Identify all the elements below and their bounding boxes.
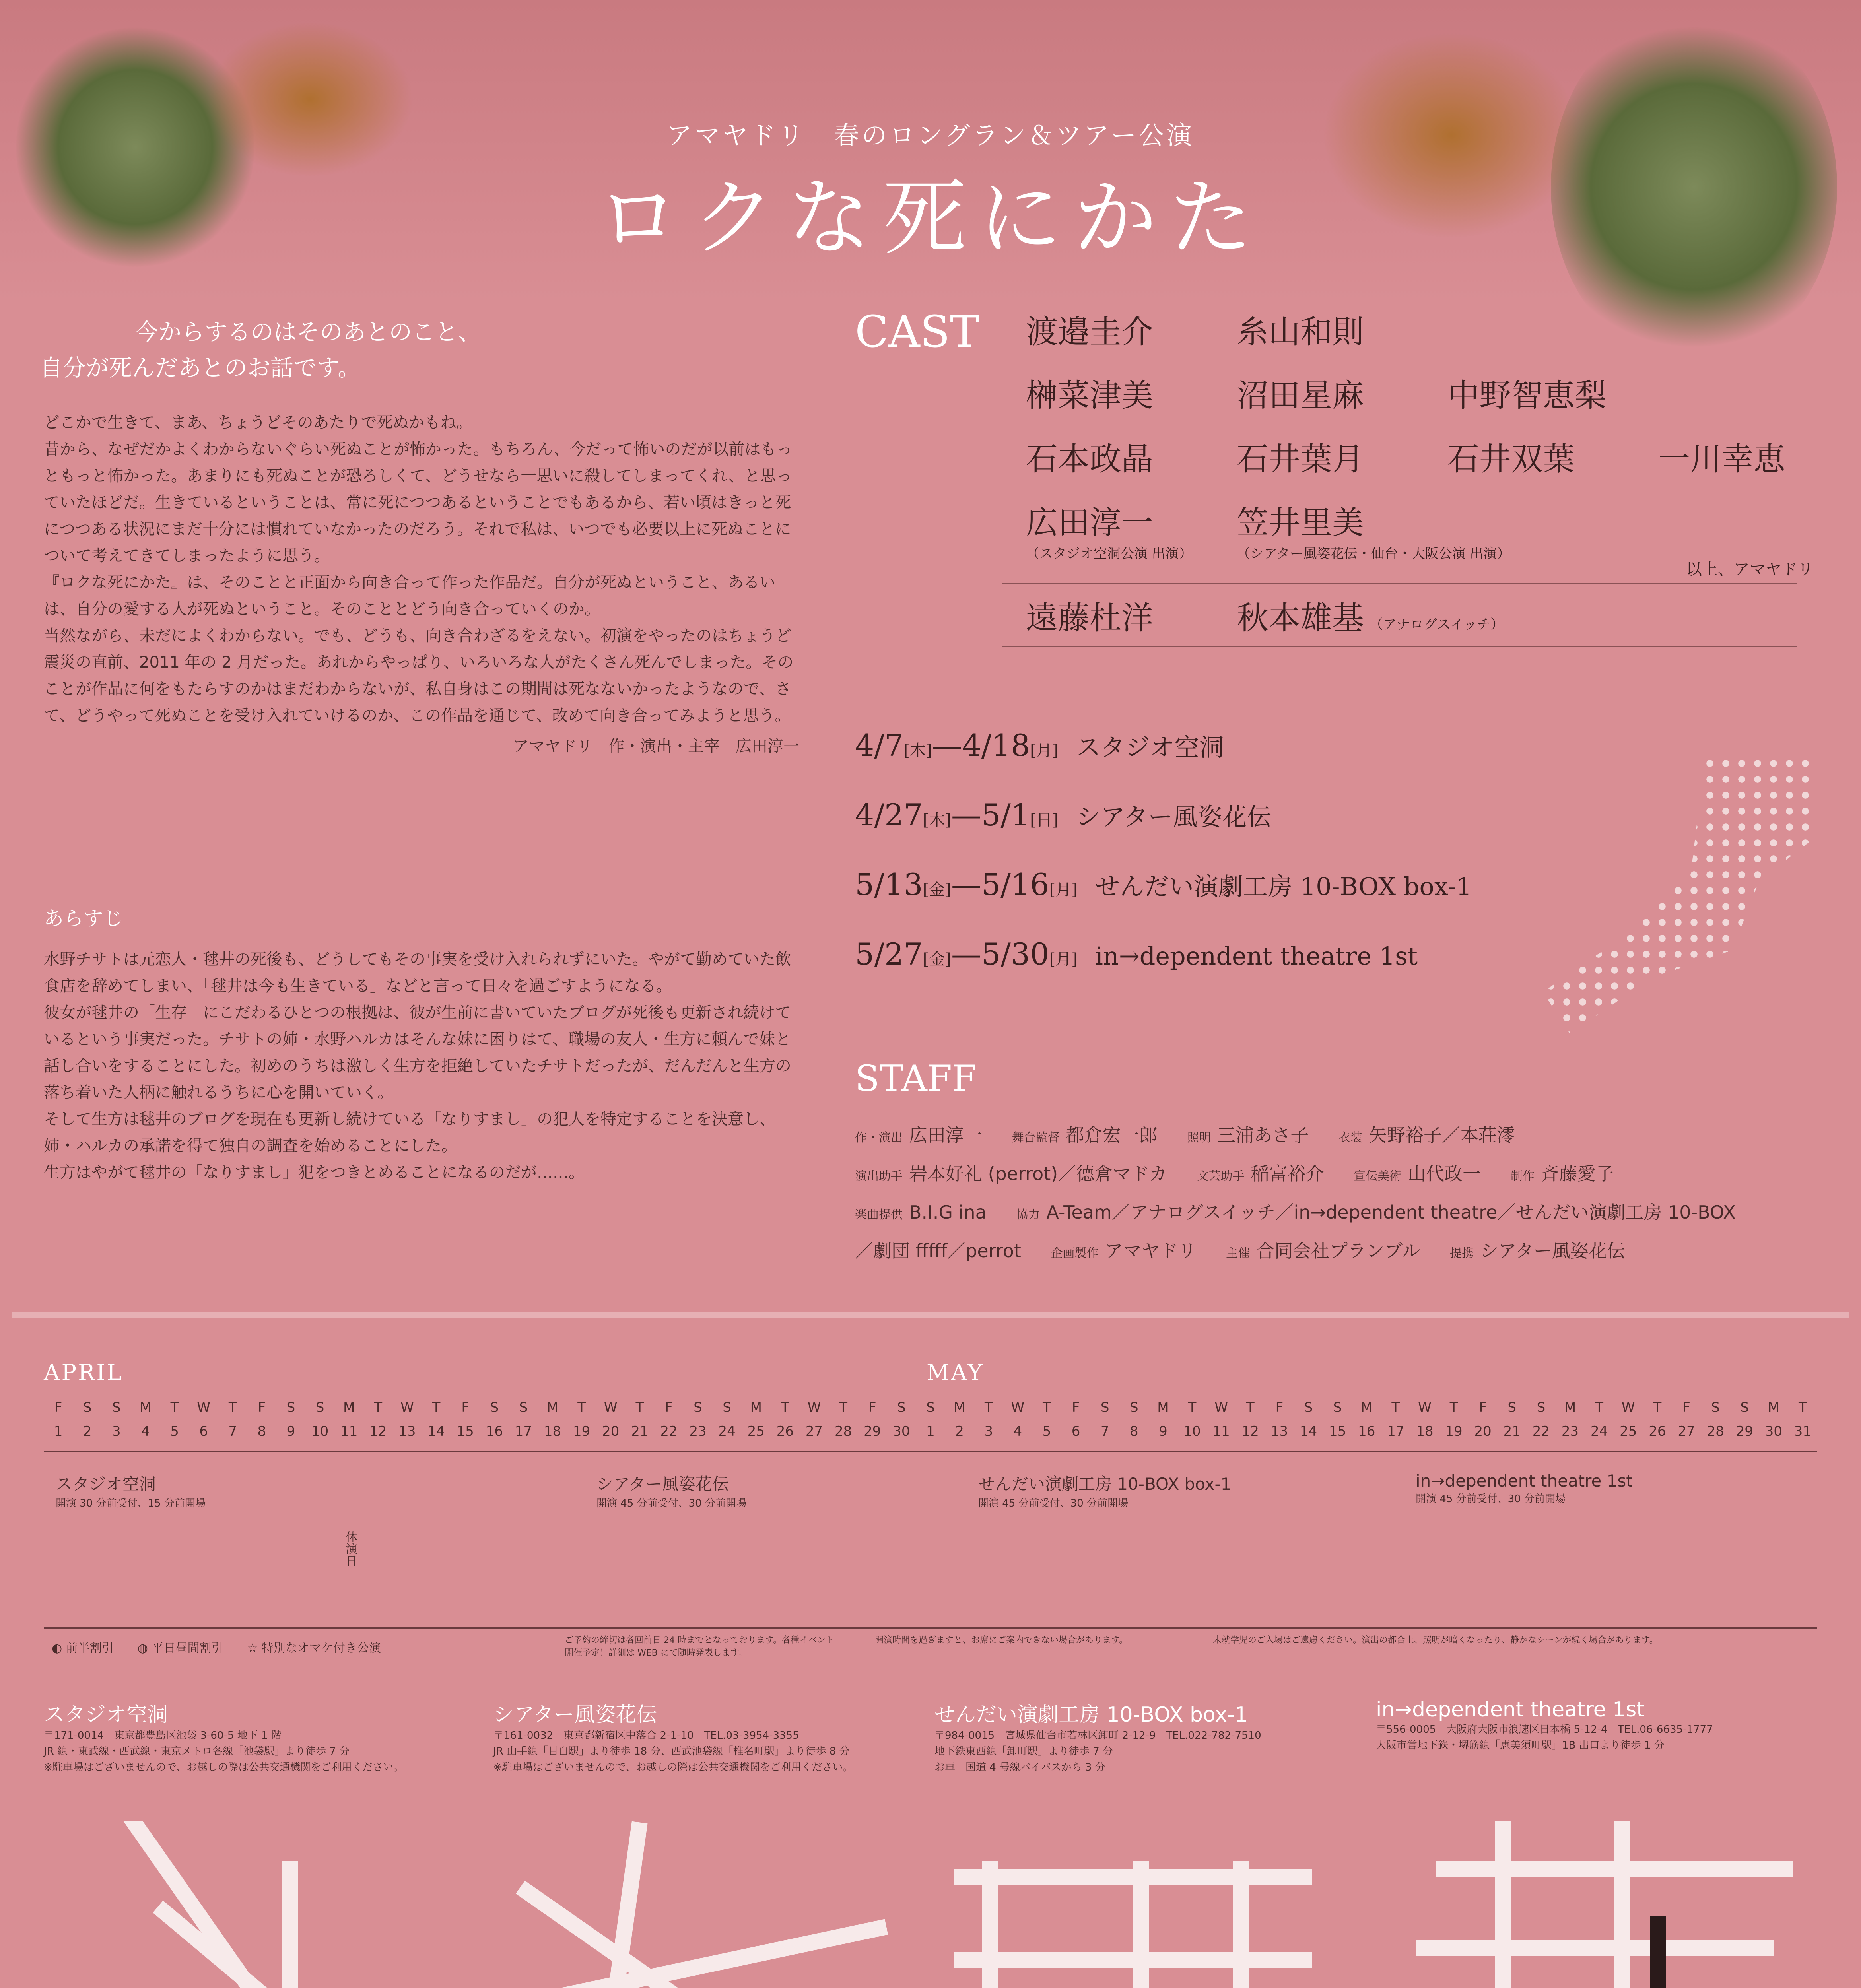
calendar-weekday: F xyxy=(1682,1400,1690,1415)
calendar-date: 10 xyxy=(1183,1423,1201,1439)
calendar-date: 10 xyxy=(311,1423,329,1439)
calendar-date: 3 xyxy=(112,1423,121,1439)
schedule-list xyxy=(855,728,1650,1006)
lead-line-1: 今からするのはそのあとのこと、 xyxy=(135,318,482,346)
calendar-weekday: S xyxy=(519,1400,528,1415)
intro-paragraph: 『ロクな死にかた』は、そのことと正面から向き合って作った作品だ。自分が死ぬということ、あるいは、自分の愛する人が死ぬということ。そのこととどう向き合っていくのか。 xyxy=(44,573,775,618)
schedule-row: 4/27[木]—5/1[日] シアター風姿花伝 xyxy=(855,797,1272,833)
calendar-date: 17 xyxy=(1387,1423,1404,1439)
calendar-date: 21 xyxy=(631,1423,649,1439)
schedule-end-day: 月 xyxy=(1055,881,1072,899)
intro-paragraph: 当然ながら、未だによくわからない。でも、どうも、向き合わざるをえない。初演をやったのはちょうど震災の直前、2011 年の 2 月だった。あれからやっぱり、いろいろな人がたくさん死んでしまった。そのことが作品に何をもたらすのかはまだわからないが、私自身はこの期間は死なないかったようなので、さて、どうやって死ぬことを受け入れていけるのか、この作品を通じて、改めて向き合ってみようと思う。 xyxy=(44,627,794,725)
calendar-weekday: S xyxy=(1537,1400,1546,1415)
calendar-date: 8 xyxy=(1129,1423,1138,1439)
calendar-date: 11 xyxy=(1212,1423,1230,1439)
cast-member: 石井双葉 xyxy=(1447,441,1575,478)
schedule-start-day: 金 xyxy=(929,950,945,969)
staff-role: 制作 xyxy=(1510,1169,1535,1183)
synopsis-text xyxy=(44,946,799,1186)
venue-access: 大阪市営地下鉄・堺筋線「恵美須町駅」1B 出口より徒歩 1 分 xyxy=(1376,1740,1665,1751)
schedule-row: 4/7[木]—4/18[月] スタジオ空洞 xyxy=(855,728,1224,763)
synopsis-paragraph: そして生方は毬井のブログを現在も更新し続けている「なりすまし」の犯人を特定することを決意し、姉・ハルカの承諾を得て独自の調査を始めることにした。 xyxy=(44,1110,775,1155)
venue-name: スタジオ空洞 xyxy=(44,1703,168,1727)
calendar-date: 25 xyxy=(747,1423,765,1439)
fold-line xyxy=(12,1312,1849,1318)
staff-role: 衣装 xyxy=(1338,1131,1362,1145)
staff-line xyxy=(855,1194,1809,1233)
legend-label: 平日昼間割引 xyxy=(152,1641,223,1655)
calendar-date: 26 xyxy=(1649,1423,1666,1439)
staff-role: 主催 xyxy=(1226,1246,1250,1260)
block-venue: スタジオ空洞 xyxy=(56,1474,156,1494)
intro-paragraph: 昔から、なぜだかよくわからないぐらい死ぬことが怖かった。もちろん、今だって怖いのだが以前はもっともっと怖かった。あまりにも死ぬことが恐ろしくて、どうせなら一思いに殺してしまってくれ、と思っていたほどだ。生きているということは、常に死につつあるということでもあるから、若い頃はきっと死につつある状況にまだ十分には慣れていなかったのだろう。それで私は、いつでも必要以上に死ぬことについて考えてきてしまったように思う。 xyxy=(44,440,793,565)
schedule-start-day: 木 xyxy=(909,742,926,760)
calendar-weekday: W xyxy=(1621,1400,1635,1415)
legend-label: 前半割引 xyxy=(66,1641,114,1655)
block-note: 開演 30 分前受付、15 分前開場 xyxy=(56,1497,206,1509)
calendar-weekday: F xyxy=(1479,1400,1487,1415)
venue-name: シアター風姿花伝 xyxy=(493,1703,657,1727)
venue-address: 〒556-0005 大阪府大阪市浪速区日本橋 5-12-4 TEL.06-6635-1777 xyxy=(1376,1724,1713,1736)
calendar-date: 18 xyxy=(544,1423,561,1439)
calendar-weekday: F xyxy=(258,1400,266,1415)
staff-role: 宣伝美術 xyxy=(1354,1169,1402,1183)
calendar-weekday: S xyxy=(1304,1400,1313,1415)
calendar-weekday: T xyxy=(228,1400,237,1415)
staff-member: 山代政一 xyxy=(1408,1163,1481,1184)
venue-note: ※駐車場はございませんので、お越しの際は公共交通機関をご利用ください。 xyxy=(493,1761,853,1773)
calendar-date: 17 xyxy=(515,1423,532,1439)
map-studio xyxy=(44,1821,441,1988)
staff-member: 稲富裕介 xyxy=(1251,1163,1324,1184)
legend-half-circle xyxy=(52,1638,114,1656)
calendar-weekday: T xyxy=(577,1400,586,1415)
calendar-block-1 xyxy=(56,1471,231,1510)
cast-member: 一川幸恵 xyxy=(1658,441,1785,478)
cast-member: 秋本雄基 xyxy=(1237,600,1364,637)
staff-role: 提携 xyxy=(1449,1246,1474,1260)
calendar-date: 5 xyxy=(170,1423,179,1439)
staff-member: アマヤドリ xyxy=(1105,1240,1197,1262)
staff-member: 都倉宏一郎 xyxy=(1066,1124,1158,1146)
calendar-weekday: M xyxy=(954,1400,965,1415)
staff-member: 矢野裕子／本荘澪 xyxy=(1368,1124,1515,1146)
schedule-start: 4/27 xyxy=(855,797,923,833)
calendar-date: 16 xyxy=(486,1423,503,1439)
calendar-date: 1 xyxy=(926,1423,935,1439)
calendar-weekday: T xyxy=(1246,1400,1255,1415)
schedule-start: 4/7 xyxy=(855,728,904,763)
staff-member: 広田淳一 xyxy=(909,1124,982,1146)
calendar-date: 27 xyxy=(805,1423,823,1439)
calendar-weekday: T xyxy=(1653,1400,1662,1415)
legend-label: 特別なオマケ付き公演 xyxy=(261,1641,381,1655)
cast-note: （スタジオ空洞公演 出演） xyxy=(1026,546,1193,562)
calendar-weekday: T xyxy=(1043,1400,1051,1415)
synopsis-paragraph: 彼女が毬井の「生存」にこだわるひとつの根拠は、彼が生前に書いていたブログが死後も更新され続けているという事実だった。チサトの姉・水野ハルカはそんな妹に困りはて、職場の友人・生方に頼んで妹と話し合いをすることにした。初めのうちは激しく生方を拒絶していたチサトだったが、だんだんと生方の落ち着いた人柄に触れるうちに心を開いていく。 xyxy=(44,1004,791,1102)
cast-row xyxy=(1026,592,1821,638)
lead-copy xyxy=(40,314,482,386)
venue-note: ※駐車場はございませんので、お越しの際は公共交通機関をご利用ください。 xyxy=(44,1761,404,1773)
staff-role: 楽曲提供 xyxy=(855,1208,903,1222)
calendar-date: 22 xyxy=(1532,1423,1550,1439)
block-venue: シアター風姿花伝 xyxy=(596,1474,729,1494)
calendar-block-3 xyxy=(978,1471,1296,1510)
schedule-row: 5/27[金]—5/30[月] in→dependent theatre 1st xyxy=(855,936,1418,972)
dotted-circle-icon: ◍ xyxy=(137,1641,148,1655)
schedule-venue: スタジオ空洞 xyxy=(1076,733,1224,762)
staff-line xyxy=(855,1233,1809,1272)
cast-list xyxy=(1026,306,1821,647)
staff-member: 斉藤愛子 xyxy=(1540,1163,1614,1184)
schedule-venue: in→dependent theatre 1st xyxy=(1095,942,1418,971)
calendar-date: 13 xyxy=(398,1423,416,1439)
calendar-date: 1 xyxy=(54,1423,63,1439)
calendar-nums-row xyxy=(44,1423,1817,1443)
show-title: ロクな死にかた xyxy=(596,169,1265,267)
legend-star xyxy=(247,1638,381,1656)
calendar-date: 30 xyxy=(893,1423,910,1439)
calendar-weekday: T xyxy=(1188,1400,1197,1415)
calendar-note-1: ご予約の締切は各回前日 24 時までとなっております。各種イベント開催予定！詳細は WEB にて随時発表します。 xyxy=(565,1635,835,1658)
staff-role: 作・演出 xyxy=(855,1131,903,1145)
calendar-weekday: M xyxy=(1564,1400,1576,1415)
schedule-row: 5/13[金]—5/16[月] せんだい演劇工房 10-BOX box-1 xyxy=(855,867,1472,902)
staff-list xyxy=(855,1117,1809,1272)
cast-member: 糸山和則 xyxy=(1237,313,1364,350)
calendar-date: 16 xyxy=(1358,1423,1375,1439)
cast-separator xyxy=(1002,646,1797,647)
calendar-weekday: T xyxy=(1799,1400,1807,1415)
calendar-weekday: M xyxy=(343,1400,355,1415)
calendar-date: 6 xyxy=(199,1423,208,1439)
schedule-start-day: 金 xyxy=(929,881,945,899)
calendar-date: 25 xyxy=(1620,1423,1637,1439)
schedule-venue: シアター風姿花伝 xyxy=(1076,802,1272,831)
staff-heading: STAFF xyxy=(855,1058,977,1099)
calendar-weekday: T xyxy=(781,1400,789,1415)
calendar-date: 9 xyxy=(1159,1423,1167,1439)
calendar-weekday: S xyxy=(112,1400,121,1415)
calendar-weekday: S xyxy=(926,1400,935,1415)
calendar-date: 6 xyxy=(1071,1423,1080,1439)
cast-member: 遠藤杜洋 xyxy=(1026,600,1153,637)
calendar-date: 28 xyxy=(835,1423,852,1439)
calendar-weekday: S xyxy=(315,1400,324,1415)
synopsis-heading: あらすじ xyxy=(44,907,123,930)
calendar-weekday: F xyxy=(868,1400,876,1415)
calendar-block-2 xyxy=(596,1471,795,1510)
cast-member: 中野智恵梨 xyxy=(1447,377,1607,414)
cast-row xyxy=(1026,497,1821,562)
calendar-date: 9 xyxy=(286,1423,295,1439)
may-label: MAY xyxy=(927,1360,984,1386)
venue-name: in→dependent theatre 1st xyxy=(1376,1698,1645,1722)
calendar-weekday: M xyxy=(140,1400,152,1415)
calendar-weekday: S xyxy=(83,1400,92,1415)
calendar-days-row xyxy=(44,1400,1817,1419)
staff-role: 舞台監督 xyxy=(1012,1131,1060,1145)
schedule-end: 5/16 xyxy=(981,867,1049,902)
venue-4 xyxy=(1376,1698,1813,1753)
calendar-date: 23 xyxy=(1561,1423,1579,1439)
venue-2 xyxy=(493,1698,891,1775)
calendar-weekday: W xyxy=(1418,1400,1432,1415)
calendar-date: 18 xyxy=(1416,1423,1434,1439)
calendar-weekday: S xyxy=(286,1400,295,1415)
cast-heading: CAST xyxy=(855,306,979,357)
calendar-date: 3 xyxy=(984,1423,993,1439)
legend-dotted-circle xyxy=(138,1638,223,1656)
calendar-date: 15 xyxy=(457,1423,474,1439)
venue-access: 地下鉄東西線「卸町駅」より徒歩 7 分 xyxy=(934,1745,1113,1757)
intro-signature: アマヤドリ 作・演出・主宰 広田淳一 xyxy=(513,737,799,755)
star-icon: ☆ xyxy=(247,1641,258,1655)
block-venue: in→dependent theatre 1st xyxy=(1416,1471,1633,1491)
cast-separator xyxy=(1002,583,1797,584)
cast-member: 石井葉月 xyxy=(1237,441,1364,478)
cast-row xyxy=(1026,306,1821,370)
cast-member: 沼田星麻 xyxy=(1237,377,1364,414)
calendar-date: 7 xyxy=(228,1423,237,1439)
cast-member: 渡邉圭介 xyxy=(1026,313,1153,350)
calendar-date: 4 xyxy=(141,1423,150,1439)
staff-member: シアター風姿花伝 xyxy=(1480,1240,1625,1262)
calendar-weekday: F xyxy=(54,1400,62,1415)
calendar-block-4 xyxy=(1416,1471,1694,1505)
show-subtitle: アマヤドリ 春のロングラン＆ツアー公演 xyxy=(666,121,1195,151)
map-independent xyxy=(1376,1821,1813,1988)
calendar-weekday: T xyxy=(1391,1400,1400,1415)
venue-access: JR 線・東武線・西武線・東京メトロ各線「池袋駅」より徒歩 7 分 xyxy=(44,1745,350,1757)
april-label: APRIL xyxy=(44,1360,123,1386)
staff-role: 照明 xyxy=(1187,1131,1211,1145)
calendar-weekday: S xyxy=(1100,1400,1109,1415)
calendar-date: 28 xyxy=(1707,1423,1724,1439)
schedule-end-day: 月 xyxy=(1055,950,1072,969)
staff-member: 岩本好礼 (perrot)／德倉マドカ xyxy=(909,1163,1167,1184)
staff-role: 協力 xyxy=(1016,1208,1040,1222)
calendar-date: 22 xyxy=(660,1423,678,1439)
calendar-date: 29 xyxy=(1736,1423,1753,1439)
block-note: 開演 45 分前受付、30 分前開場 xyxy=(978,1497,1128,1509)
calendar-date: 21 xyxy=(1503,1423,1521,1439)
cast-row xyxy=(1026,433,1821,497)
cast-member: 榊菜津美 xyxy=(1026,377,1153,414)
staff-line xyxy=(855,1117,1809,1156)
calendar-weekday: S xyxy=(694,1400,702,1415)
calendar-date: 20 xyxy=(602,1423,620,1439)
calendar-date: 27 xyxy=(1678,1423,1695,1439)
calendar-date: 5 xyxy=(1042,1423,1051,1439)
cast-member: 笠井里美 xyxy=(1237,504,1364,541)
calendar-date: 12 xyxy=(369,1423,387,1439)
calendar-weekday: T xyxy=(374,1400,383,1415)
cast-row xyxy=(1026,370,1821,433)
calendar-date: 11 xyxy=(340,1423,358,1439)
calendar-date: 15 xyxy=(1329,1423,1346,1439)
staff-role: 文芸助手 xyxy=(1197,1169,1245,1183)
staff-member: A-Team／アナログスイッチ／in→dependent theatre／せんだい演劇工房 10-BOX xyxy=(1046,1202,1736,1223)
schedule-end: 5/1 xyxy=(981,797,1030,833)
calendar-weekday: F xyxy=(1072,1400,1080,1415)
cast-suffix: 以上、アマヤドリ xyxy=(1686,560,1813,579)
calendar-weekday: T xyxy=(1449,1400,1458,1415)
block-note: 開演 45 分前受付、30 分前開場 xyxy=(1416,1493,1566,1505)
lead-line-2: 自分が死んだあとのお話です。 xyxy=(40,354,361,381)
staff-member: ／劇団 fffff／perrot xyxy=(855,1240,1021,1262)
calendar-date: 20 xyxy=(1474,1423,1492,1439)
schedule-start-day: 木 xyxy=(929,811,945,829)
venue-name: せんだい演劇工房 10-BOX box-1 xyxy=(934,1703,1248,1727)
calendar-weekday: M xyxy=(546,1400,559,1415)
cast-note: （アナログスイッチ） xyxy=(1370,617,1504,633)
calendar-weekday: W xyxy=(400,1400,414,1415)
staff-member: 合同会社プランブル xyxy=(1256,1240,1420,1262)
venue-note: お車 国道 4 号線バイパスから 3 分 xyxy=(934,1761,1105,1773)
schedule-end-day: 日 xyxy=(1036,811,1052,829)
calendar-date: 7 xyxy=(1100,1423,1109,1439)
calendar-weekday: W xyxy=(1011,1400,1025,1415)
closed-day-label: 休演日 xyxy=(343,1531,357,1567)
staff-role: 企画製作 xyxy=(1051,1246,1099,1260)
schedule-start: 5/13 xyxy=(855,867,923,902)
calendar-date: 2 xyxy=(955,1423,964,1439)
calendar-date: 4 xyxy=(1013,1423,1022,1439)
block-note: 開演 45 分前受付、30 分前開場 xyxy=(596,1497,746,1509)
schedule-end: 4/18 xyxy=(962,728,1030,763)
venue-address: 〒984-0015 宮城県仙台市若林区卸町 2-12-9 TEL.022-782-7510 xyxy=(934,1730,1261,1741)
calendar-date: 24 xyxy=(718,1423,736,1439)
map-fushikaden xyxy=(493,1821,891,1988)
calendar-weekday: M xyxy=(1768,1400,1779,1415)
calendar-weekday: M xyxy=(750,1400,762,1415)
calendar-date: 26 xyxy=(776,1423,794,1439)
map-10box xyxy=(934,1821,1332,1988)
cast-member: 広田淳一 xyxy=(1026,504,1153,541)
calendar-weekday: T xyxy=(1595,1400,1604,1415)
staff-member: 三浦あさ子 xyxy=(1217,1124,1309,1146)
intro-paragraph: どこかで生きて、まあ、ちょうどそのあたりで死ぬかもね。 xyxy=(44,414,472,432)
calendar-weekday: F xyxy=(461,1400,469,1415)
calendar-date: 14 xyxy=(1300,1423,1317,1439)
calendar-date: 8 xyxy=(257,1423,266,1439)
calendar-date: 19 xyxy=(1445,1423,1463,1439)
calendar-weekday: T xyxy=(635,1400,644,1415)
calendar-date: 14 xyxy=(427,1423,445,1439)
calendar-weekday: F xyxy=(1275,1400,1284,1415)
calendar-weekday: S xyxy=(723,1400,731,1415)
staff-member: B.I.G ina xyxy=(909,1202,987,1223)
staff-line xyxy=(855,1156,1809,1194)
calendar-date: 23 xyxy=(689,1423,707,1439)
calendar-date: 24 xyxy=(1591,1423,1608,1439)
calendar-weekday: T xyxy=(984,1400,993,1415)
calendar-date: 13 xyxy=(1270,1423,1288,1439)
calendar-note-2: 開演時間を過ぎますと、お席にご案内できない場合があります。 xyxy=(875,1635,1128,1645)
half-circle-icon: ◐ xyxy=(52,1641,62,1655)
calendar-weekday: S xyxy=(1711,1400,1720,1415)
calendar-weekday: W xyxy=(197,1400,210,1415)
calendar-legend xyxy=(52,1638,381,1656)
staff-role: 演出助手 xyxy=(855,1169,903,1183)
calendar-date: 30 xyxy=(1765,1423,1782,1439)
calendar-weekday: S xyxy=(897,1400,906,1415)
cast-note: （シアター風姿花伝・仙台・大阪公演 出演） xyxy=(1237,546,1511,562)
calendar-weekday: T xyxy=(839,1400,848,1415)
calendar-weekday: T xyxy=(170,1400,179,1415)
block-venue: せんだい演劇工房 10-BOX box-1 xyxy=(978,1474,1232,1494)
calendar-weekday: F xyxy=(665,1400,673,1415)
calendar-weekday: W xyxy=(807,1400,821,1415)
calendar-weekday: S xyxy=(1333,1400,1342,1415)
cast-member: 石本政晶 xyxy=(1026,441,1153,478)
calendar-weekday: W xyxy=(1214,1400,1228,1415)
schedule-start: 5/27 xyxy=(855,936,923,972)
venue-address: 〒171-0014 東京都豊島区池袋 3-60-5 地下 1 階 xyxy=(44,1730,282,1741)
calendar-weekday: S xyxy=(1129,1400,1138,1415)
venue-3 xyxy=(934,1698,1372,1775)
schedule-venue: せんだい演劇工房 10-BOX box-1 xyxy=(1095,872,1472,901)
calendar-weekday: S xyxy=(1507,1400,1517,1415)
intro-text xyxy=(44,410,799,760)
synopsis-paragraph: 生方はやがて毬井の「なりすまし」犯をつきとめることになるのだが……。 xyxy=(44,1163,585,1182)
calendar-weekday: S xyxy=(490,1400,499,1415)
venue-address: 〒161-0032 東京都新宿区中落合 2-1-10 TEL.03-3954-3355 xyxy=(493,1730,799,1741)
calendar-date: 12 xyxy=(1241,1423,1259,1439)
venue-access: JR 山手線「目白駅」より徒歩 18 分、西武池袋線「椎名町駅」より徒歩 8 分 xyxy=(493,1745,850,1757)
calendar-date: 29 xyxy=(864,1423,881,1439)
calendar-date: 2 xyxy=(83,1423,92,1439)
calendar-weekday: T xyxy=(432,1400,441,1415)
calendar-weekday: W xyxy=(604,1400,618,1415)
synopsis-paragraph: 水野チサトは元恋人・毬井の死後も、どうしてもその事実を受け入れられずにいた。やがて勤めていた飲食店を辞めてしまい、「毬井は今も生きている」などと言って日々を過ごすようになる。 xyxy=(44,950,791,995)
calendar-date: 19 xyxy=(573,1423,591,1439)
calendar-weekday: M xyxy=(1157,1400,1169,1415)
calendar-note-3: 未就学児のご入場はご遠慮ください。演出の都合上、照明が暗くなったり、静かなシーンが続く場合があります。 xyxy=(1213,1635,1658,1645)
schedule-end: 5/30 xyxy=(981,936,1049,972)
calendar-weekday: M xyxy=(1361,1400,1373,1415)
calendar-date: 31 xyxy=(1794,1423,1812,1439)
schedule-end-day: 月 xyxy=(1036,742,1052,760)
venue-1 xyxy=(44,1698,441,1775)
calendar-weekday: S xyxy=(1740,1400,1749,1415)
